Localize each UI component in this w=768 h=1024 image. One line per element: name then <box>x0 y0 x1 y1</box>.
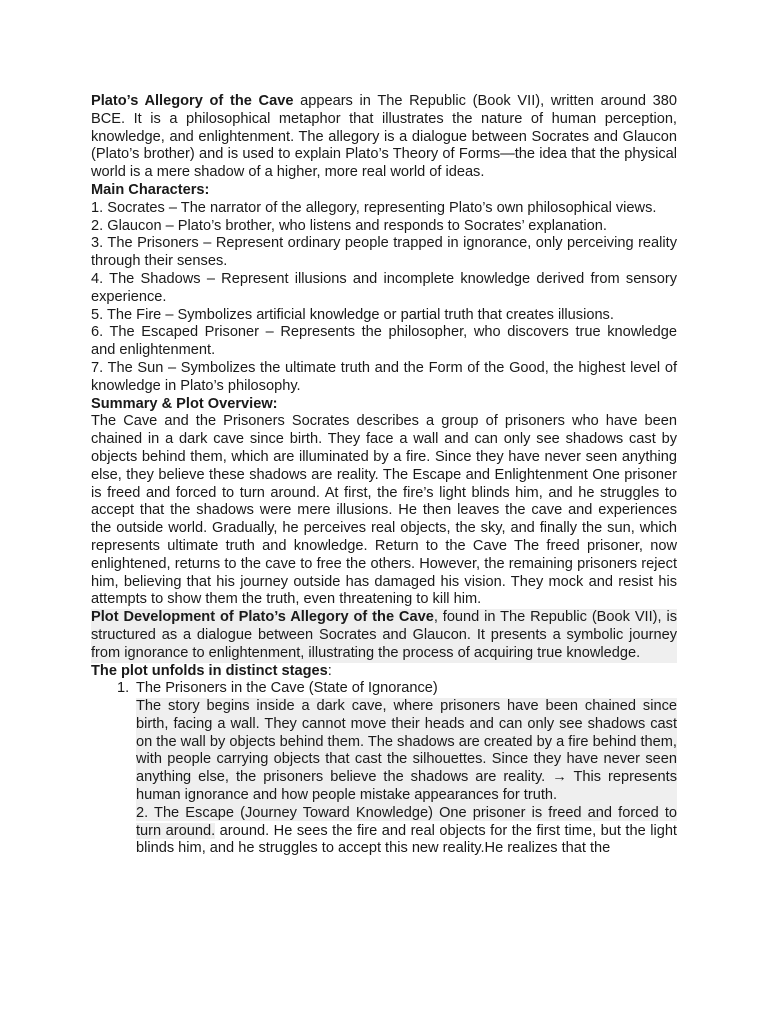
intro-title: Plato’s Allegory of the Cave <box>91 93 294 109</box>
plot-development-title: Plot Development of Plato’s Allegory of the Cave <box>91 609 434 626</box>
character-item: 4. The Shadows – Represent illusions and incomplete knowledge derived from sensory experience. <box>91 270 677 305</box>
plot-development-text: , found in The Republic (Book VII), is structured as a dialogue between Socrates and Glaucon. It presents a symbolic journey from ignorance to enlightenment, illustrating the process of acquiring true knowledge. <box>91 609 677 661</box>
character-item: 7. The Sun – Symbolizes the ultimate truth and the Form of the Good, the highest level of knowledge in Plato’s philosophy. <box>91 359 677 394</box>
stage-continuation <box>136 805 677 858</box>
stages-heading-text: The plot unfolds in distinct stages <box>91 662 328 679</box>
intro-paragraph <box>91 93 677 182</box>
stages-heading-colon: : <box>327 662 332 679</box>
characters-heading: Main Characters: <box>91 181 210 198</box>
stage-title: The Prisoners in the Cave (State of Ignorance) <box>136 680 438 697</box>
stage-item <box>91 680 677 858</box>
plot-development-paragraph <box>91 609 677 662</box>
document-page <box>91 93 677 858</box>
stage-continuation-a: 2. The Escape (Journey Toward Knowledge) One prisoner is freed and forced to turn around. <box>136 804 677 839</box>
character-item: 3. The Prisoners – Represent ordinary people trapped in ignorance, only perceiving reality through their senses. <box>91 235 677 270</box>
character-item: 1. Socrates – The narrator of the allegory, representing Plato’s own philosophical views. <box>91 199 657 216</box>
character-item: 5. The Fire – Symbolizes artificial knowledge or partial truth that creates illusions. <box>91 306 614 323</box>
summary-heading: Summary & Plot Overview: <box>91 395 278 412</box>
intro-text: appears in The Republic (Book VII), written around 380 BCE. It is a philosophical metaphor that illustrates the nature of human perception, knowledge, and enlightenment. The allegory is a dialogue between Socrates and Glaucon (Plato’s brother) and is used to explain Plato’s Theory of Forms—the idea that the physical world is a mere shadow of a higher, more real world of ideas. <box>91 93 677 181</box>
character-item: 2. Glaucon – Plato’s brother, who listens and responds to Socrates’ explanation. <box>91 217 607 234</box>
stages-heading <box>91 663 677 681</box>
stage-continuation-b: around. He sees the fire and real objects for the first time, but the light blinds him, and he struggles to accept this new reality.He realizes that the <box>136 822 677 857</box>
stage-body: The story begins inside a dark cave, where prisoners have been chained since birth, facing a wall. They cannot move their heads and can only see shadows cast on the wall by objects behind them. The shadows are created by a fire behind them, with people carrying objects that cast the silhouettes. Since they have never seen anything else, the prisoners believe the shadows are reality. → This represents human ignorance and how people mistake appearances for truth. <box>136 698 677 804</box>
stage-number: 1. <box>117 680 130 697</box>
character-item: 6. The Escaped Prisoner – Represents the philosopher, who discovers true knowledge and enlightenment. <box>91 324 677 359</box>
stages-list <box>91 680 677 858</box>
summary-paragraph: The Cave and the Prisoners Socrates describes a group of prisoners who have been chained in a dark cave since birth. They face a wall and can only see shadows cast by objects behind them, which are illuminated by a fire. Since they have never seen anything else, they believe these shadows are reality. The Escape and Enlightenment One prisoner is freed and forced to turn around. At first, the fire’s light blinds him, and he struggles to accept that the shadows were mere illusions. He then leaves the cave and experiences the outside world. Gradually, he perceives real objects, the sky, and finally the sun, which represents ultimate truth and knowledge. Return to the Cave The freed prisoner, now enlightened, returns to the cave to free the others. However, the remaining prisoners reject him, believing that his journey outside has damaged his vision. They mock and resist his attempts to show them the truth, even threatening to kill him. <box>91 413 677 608</box>
